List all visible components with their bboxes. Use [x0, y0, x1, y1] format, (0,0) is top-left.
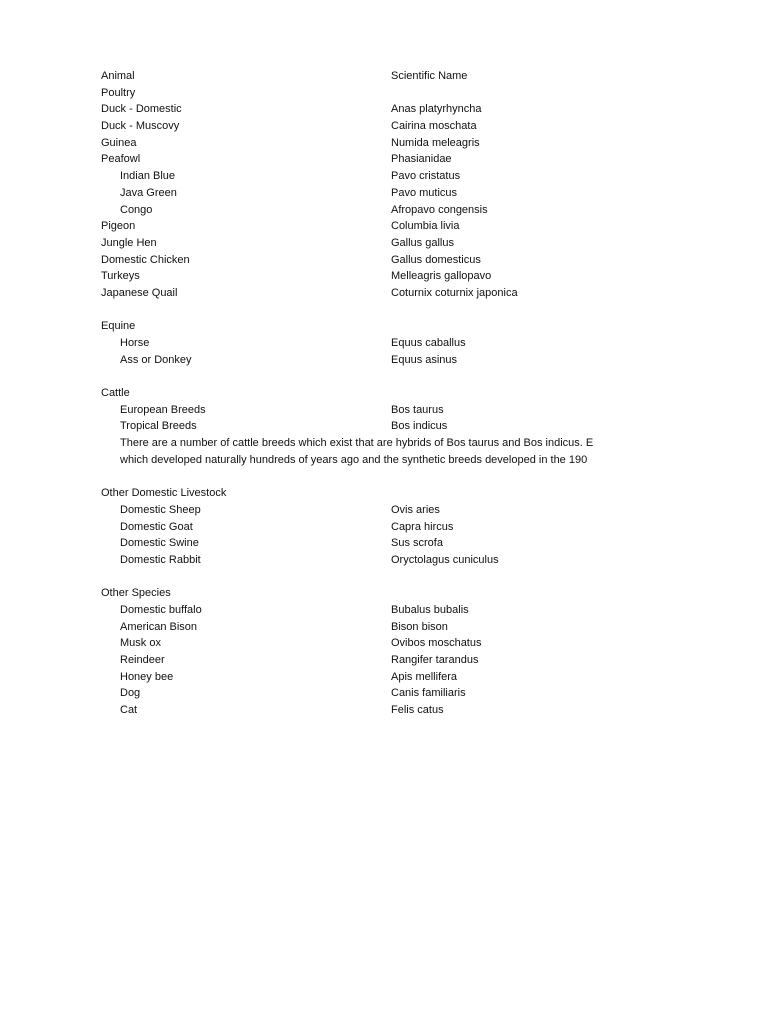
animal-cell: Ass or Donkey: [120, 353, 192, 366]
scientific-name-cell: Sus scrofa: [391, 537, 443, 550]
table-row: [101, 702, 613, 719]
scientific-name-cell: Bison bison: [391, 620, 448, 633]
note-row: [101, 435, 613, 452]
section-title: Poultry: [101, 86, 136, 99]
animal-cell: Dog: [120, 687, 141, 700]
animal-cell: Japanese Quail: [101, 286, 178, 299]
table-row: [101, 268, 613, 285]
table-row: [101, 185, 613, 202]
animal-cell: Domestic Rabbit: [120, 553, 201, 566]
scientific-name-cell: Melleagris gallopavo: [391, 270, 492, 283]
table-row: [101, 519, 613, 536]
animal-cell: Musk ox: [120, 637, 161, 650]
spacer-row: [101, 569, 613, 586]
animal-cell: Indian Blue: [120, 170, 176, 183]
scientific-name-cell: Capra hircus: [391, 520, 454, 533]
header-row: [101, 68, 613, 85]
scientific-name-cell: Coturnix coturnix japonica: [391, 286, 518, 299]
table-row: [101, 235, 613, 252]
animal-cell: Reindeer: [120, 654, 165, 667]
spacer-row: [101, 302, 613, 319]
animal-cell: Peafowl: [101, 153, 141, 166]
table-row: [101, 135, 613, 152]
animal-cell: Domestic Swine: [120, 537, 199, 550]
table-row: [101, 202, 613, 219]
note-text: which developed naturally hundreds of years ago and the synthetic breeds developed in the 190: [120, 453, 588, 466]
table-row: [101, 619, 613, 636]
scientific-name-cell: Oryctolagus cuniculus: [391, 553, 499, 566]
scientific-name-cell: Pavo cristatus: [391, 170, 461, 183]
spacer-row: [101, 368, 613, 385]
table-row: [101, 218, 613, 235]
table-row: [101, 502, 613, 519]
note-text: There are a number of cattle breeds which exist that are hybrids of Bos taurus and Bos indicus. E: [120, 437, 594, 450]
section-title-row: [101, 318, 613, 335]
scientific-name-cell: Gallus domesticus: [391, 253, 481, 266]
animal-cell: Honey bee: [120, 670, 174, 683]
table-row: [101, 252, 613, 269]
section-title: Other Domestic Livestock: [101, 487, 227, 500]
species-table: [101, 68, 613, 719]
scientific-name-cell: Cairina moschata: [391, 120, 477, 133]
table-row: [101, 168, 613, 185]
animal-cell: Domestic Goat: [120, 520, 193, 533]
section-title-row: [101, 385, 613, 402]
spacer-row: [101, 469, 613, 486]
scientific-name-cell: Ovibos moschatus: [391, 637, 482, 650]
table-row: [101, 552, 613, 569]
section-title-row: [101, 485, 613, 502]
scientific-name-cell: Equus asinus: [391, 353, 458, 366]
animal-cell: Cat: [120, 704, 138, 717]
table-row: [101, 535, 613, 552]
animal-cell: Domestic buffalo: [120, 604, 202, 616]
table-row: [101, 335, 613, 352]
animal-cell: Jungle Hen: [101, 236, 157, 249]
animal-cell: Tropical Breeds: [120, 420, 197, 433]
animal-cell: Guinea: [101, 136, 137, 149]
table-row: [101, 652, 613, 669]
section-title: Other Species: [101, 587, 171, 600]
animal-cell: Domestic Chicken: [101, 253, 190, 266]
table-row: [101, 602, 613, 619]
sections-container: [101, 85, 613, 719]
scientific-name-cell: Canis familiaris: [391, 687, 466, 700]
scientific-name-cell: Columbia livia: [391, 220, 460, 233]
section-title-row: [101, 85, 613, 102]
animal-cell: Java Green: [120, 186, 177, 199]
table-row: [101, 151, 613, 168]
scientific-name-cell: Numida meleagris: [391, 136, 480, 149]
table-row: [101, 402, 613, 419]
table-row: [101, 685, 613, 702]
table-row: [101, 418, 613, 435]
scientific-name-cell: Anas platyrhyncha: [391, 103, 482, 116]
animal-cell: American Bison: [120, 620, 198, 633]
header-scientific-name: Scientific Name: [391, 70, 468, 82]
animal-cell: Horse: [120, 337, 150, 349]
animal-cell: Domestic Sheep: [120, 503, 201, 516]
scientific-name-cell: Pavo muticus: [391, 186, 458, 199]
animal-cell: European Breeds: [120, 403, 206, 416]
table-row: [101, 118, 613, 135]
scientific-name-cell: Phasianidae: [391, 153, 452, 166]
header-animal: Animal: [101, 70, 135, 82]
scientific-name-cell: Ovis aries: [391, 503, 440, 516]
scientific-name-cell: Rangifer tarandus: [391, 654, 479, 667]
scientific-name-cell: Bos taurus: [391, 403, 444, 416]
scientific-name-cell: Equus caballus: [391, 337, 466, 349]
animal-cell: Turkeys: [101, 270, 140, 283]
scientific-name-cell: Afropavo congensis: [391, 203, 488, 216]
note-row: [101, 452, 613, 469]
scientific-name-cell: Apis mellifera: [391, 670, 458, 683]
scientific-name-cell: Gallus gallus: [391, 236, 454, 249]
table-row: [101, 669, 613, 686]
scientific-name-cell: Bubalus bubalis: [391, 604, 469, 616]
section-title-row: [101, 585, 613, 602]
section-title: Cattle: [101, 387, 130, 400]
table-row: [101, 352, 613, 369]
animal-cell: Duck - Muscovy: [101, 120, 180, 133]
table-row: [101, 285, 613, 302]
table-row: [101, 101, 613, 118]
animal-cell: Congo: [120, 203, 153, 216]
section-title: Equine: [101, 320, 136, 333]
animal-cell: Duck - Domestic: [101, 103, 182, 116]
scientific-name-cell: Bos indicus: [391, 420, 448, 433]
animal-cell: Pigeon: [101, 220, 136, 233]
table-row: [101, 635, 613, 652]
scientific-name-cell: Felis catus: [391, 704, 444, 717]
